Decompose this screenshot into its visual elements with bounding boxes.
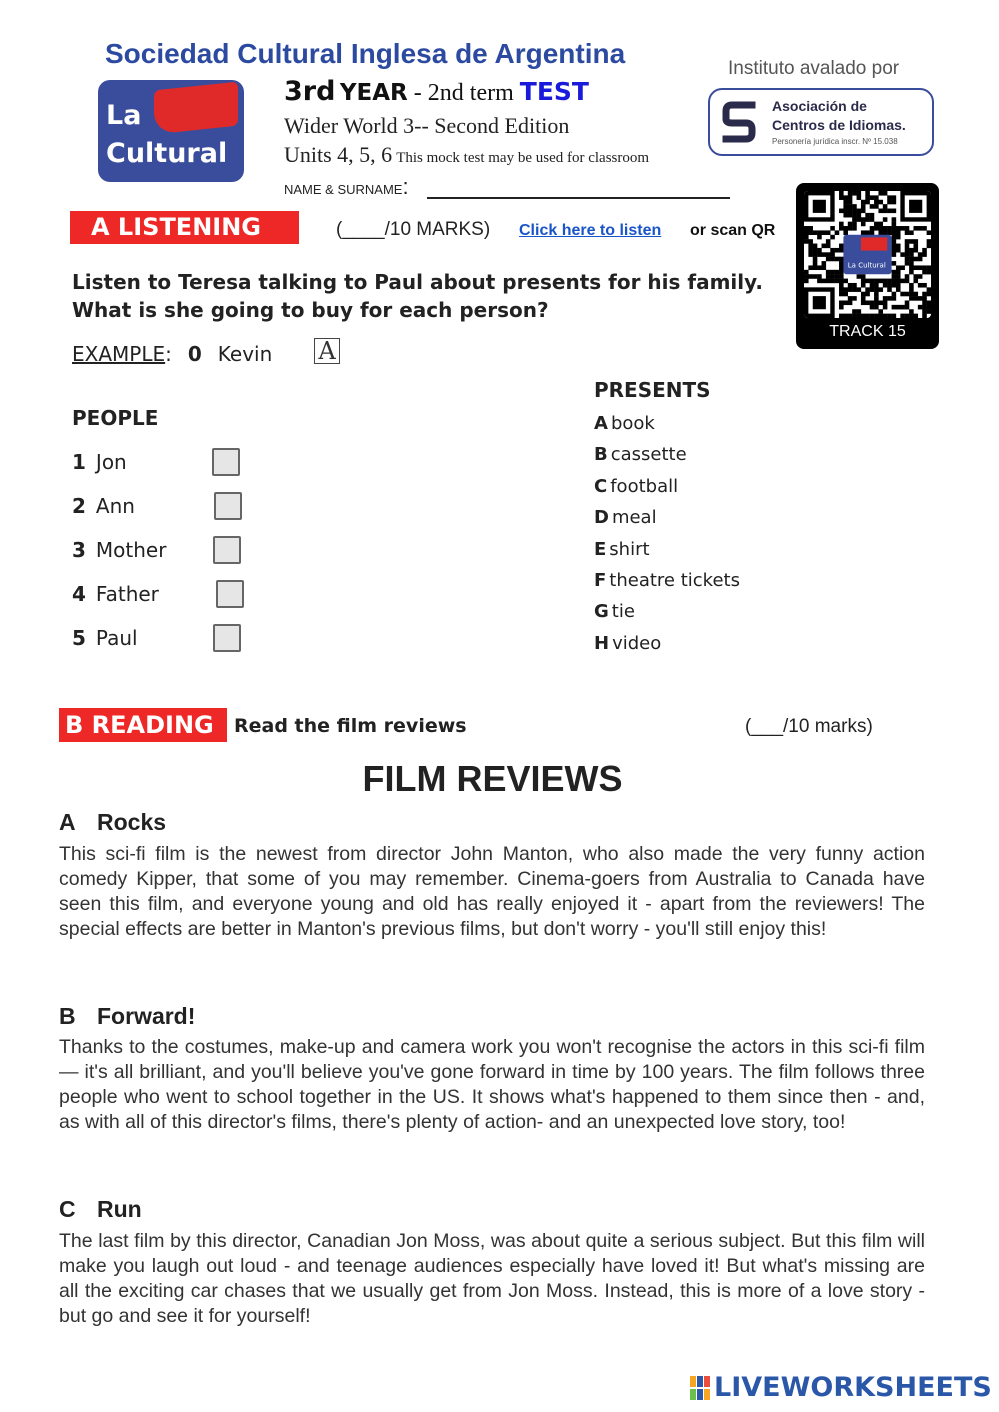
person-name: Father xyxy=(95,582,159,606)
assoc-line1: Asociación de xyxy=(772,98,867,114)
example-label: EXAMPLE xyxy=(72,342,166,366)
year-word: YEAR xyxy=(339,80,408,106)
review-body-b: Thanks to the costumes, make-up and camera work you won't recognise the actors in this sci-fi film — it's all brilliant, and you'll believe you've gone forward in time by 100 years. The film follows three people who went to school together in the US. It shows what's happened to them since then - and, as with all of this director's films, there's plenty of action- and an unexpected love story, too! xyxy=(59,1036,925,1133)
qr-code-card[interactable] xyxy=(796,183,939,349)
qr-code-icon[interactable] xyxy=(804,191,931,318)
person-row: 2 Ann xyxy=(72,494,135,518)
present-item: G tie xyxy=(594,601,635,622)
name-label: NAME & SURNAME: xyxy=(284,174,409,199)
present-item: E shirt xyxy=(594,539,650,560)
name-input-line[interactable] xyxy=(427,197,730,199)
mock-note: This mock test may be used for classroom xyxy=(396,150,650,166)
answer-box-5[interactable] xyxy=(213,624,241,652)
book-title: Wider World 3-- Second Edition xyxy=(284,113,570,138)
example-answer-box: A xyxy=(314,338,340,364)
association-logo xyxy=(708,88,934,156)
reading-section-label: B READING xyxy=(59,708,227,742)
review-heading-c: C Run xyxy=(59,1196,142,1222)
reading-marks: (___/10 marks) xyxy=(745,716,873,737)
qr-code-pattern xyxy=(804,191,931,318)
review-heading-a: A Rocks xyxy=(59,809,167,835)
liveworksheets-icon xyxy=(690,1376,712,1400)
present-item: B cassette xyxy=(594,444,687,465)
person-row: 4 Father xyxy=(72,582,159,606)
present-item: C football xyxy=(594,476,679,497)
units-line xyxy=(284,142,649,168)
assoc-line2: Centros de Idiomas. xyxy=(772,117,906,133)
person-row: 3 Mother xyxy=(72,538,167,562)
click-to-listen-link[interactable]: Click here to listen xyxy=(519,222,662,239)
present-item: D meal xyxy=(594,507,657,528)
presents-heading: PRESENTS xyxy=(594,378,711,402)
logo-speech-bubble xyxy=(154,82,238,135)
answer-box-2[interactable] xyxy=(214,492,242,520)
la-cultural-logo xyxy=(98,80,244,182)
instruction-line-2: What is she going to buy for each person? xyxy=(72,298,549,322)
listening-section-label: A LISTENING xyxy=(70,211,299,244)
answer-box-3[interactable] xyxy=(213,536,241,564)
qr-logo-text: La Cultural xyxy=(847,261,886,270)
reading-instruction: Read the film reviews xyxy=(234,715,467,737)
review-body-c: The last film by this director, Canadian Jon Moss, was about quite a serious subject. But this film will make you laugh out loud - and teenage audiences especially have loved it! But what's missing are all the exciting car chases that we usually get from Jon Moss. Instead, this is more of a love story - but go and see it for yourself! xyxy=(59,1230,925,1327)
people-heading: PEOPLE xyxy=(72,406,159,430)
present-item: A book xyxy=(594,413,655,434)
term-text: - 2nd term xyxy=(407,80,520,106)
year-number: 3rd xyxy=(284,76,336,107)
listening-instructions xyxy=(72,268,763,324)
present-item: F theatre tickets xyxy=(594,570,740,591)
units-text: Units 4, 5, 6 xyxy=(284,142,393,167)
scan-qr-text: or scan QR xyxy=(690,222,776,239)
name-surname-label: NAME & SURNAME xyxy=(284,182,403,197)
example-number: 0 xyxy=(187,342,202,366)
org-title: Sociedad Cultural Inglesa de Argentina xyxy=(105,38,626,69)
logo-text-la: La xyxy=(106,100,142,131)
instruction-line-1: Listen to Teresa talking to Paul about presents for his family. xyxy=(72,270,763,294)
test-heading xyxy=(284,76,589,107)
liveworksheets-logo xyxy=(690,1372,992,1403)
track-label: TRACK 15 xyxy=(829,323,906,340)
answer-box-1[interactable] xyxy=(212,448,240,476)
person-row: 5 Paul xyxy=(72,626,138,650)
answer-box-4[interactable] xyxy=(216,580,244,608)
assoc-line3: Personería jurídica inscr. Nº 15.038 xyxy=(772,137,898,146)
person-name: Jon xyxy=(95,450,127,474)
review-heading-b: B Forward! xyxy=(59,1003,196,1029)
person-name: Mother xyxy=(95,538,167,562)
test-word: TEST xyxy=(519,77,589,106)
person-name: Paul xyxy=(95,626,138,650)
listening-marks: (____/10 MARKS) xyxy=(336,219,491,240)
review-body-a: This sci-fi film is the newest from director John Manton, who also made the very funny action comedy Kipper, that some of you may remember. Cinema-goers from Australia to Canada have seen this film, and everyone young and old has really enjoyed it - apart from the reviewers! The special effects are better in Manton's previous films, but don't worry - you'll still enjoy this! xyxy=(59,843,925,940)
example-row: EXAMPLE: 0 Kevin xyxy=(72,342,273,366)
film-reviews-title: FILM REVIEWS xyxy=(362,758,623,799)
example-person: Kevin xyxy=(217,342,273,366)
logo-text-cultural: Cultural xyxy=(106,138,228,169)
association-mark-icon xyxy=(722,101,756,143)
liveworksheets-brand: LIVEWORKSHEETS xyxy=(714,1372,992,1403)
endorsed-by-text: Instituto avalado por xyxy=(728,58,900,79)
present-item: H video xyxy=(594,633,662,654)
person-row: 1 Jon xyxy=(72,450,127,474)
person-name: Ann xyxy=(95,494,135,518)
